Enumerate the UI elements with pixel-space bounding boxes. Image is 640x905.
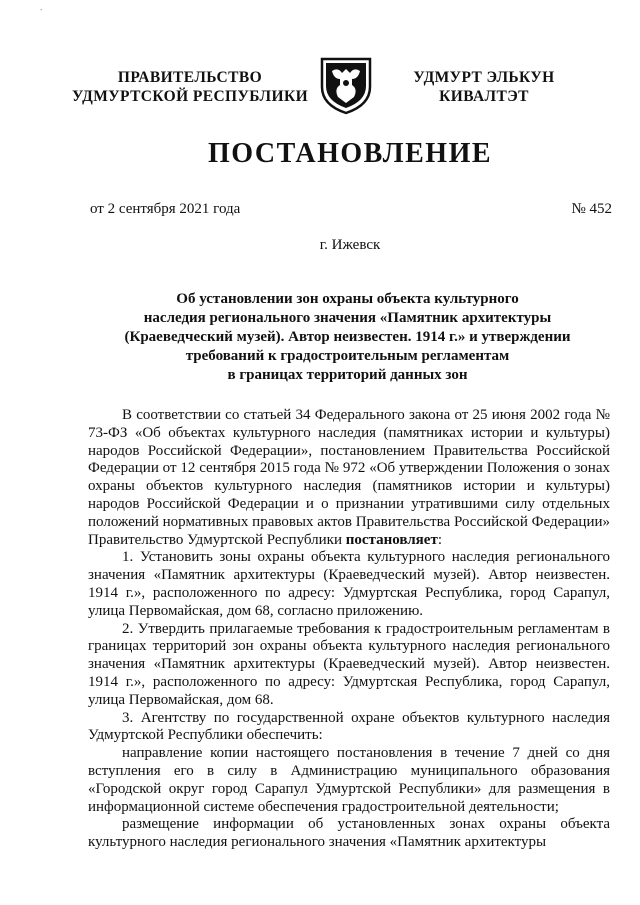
- document-title: ПОСТАНОВЛЕНИЕ: [207, 138, 493, 169]
- body-paragraph-item-1: 1. Установить зоны охраны объекта культурного наследия регионального значения «Памятник архитектуры (Краеведческий музей). Автор неизвестен. 1914 г.», расположенного по адресу: Удмуртская Республика, город Сарапул, улица Первомайская, дом 68, согласно приложению.: [88, 549, 610, 619]
- body-paragraph-subitem: направление копии настоящего постановления в течение 7 дней со дня вступления его в силу в Администрацию муниципального образования «Городской округ город Сарапул Удмуртской Республики» для размещения в информационной системе обеспечения градостроительной деятельности;: [88, 745, 610, 815]
- coat-of-arms-icon: [318, 55, 374, 115]
- subject-line: требований к градостроительным регламентам: [185, 348, 510, 364]
- preamble-end: :: [437, 531, 442, 548]
- subject-line: наследия регионального значения «Памятник архитектуры: [143, 310, 552, 326]
- body-paragraph-subitem: размещение информации об установленных зонах охраны объекта культурного наследия регионального значения «Памятник архитектуры: [88, 816, 610, 851]
- document-body: [88, 407, 610, 852]
- body-paragraph-item-3: 3. Агентству по государственной охране объектов культурного наследия Удмуртской Республики обеспечить:: [88, 709, 610, 744]
- header-right: [384, 68, 584, 106]
- subject-line: Об установлении зон охраны объекта культурного: [176, 291, 519, 307]
- header-left: [62, 68, 318, 106]
- document-number: № 452: [571, 201, 612, 217]
- subject-line: в границах территорий данных зон: [227, 367, 468, 383]
- document-date: от 2 сентября 2021 года: [90, 201, 241, 217]
- body-paragraph-preamble: [88, 407, 610, 549]
- document-city: г. Ижевск: [319, 237, 381, 253]
- preamble-text: В соответствии со статьей 34 Федерального закона от 25 июня 2002 года № 73-ФЗ «Об объектах культурного наследия (памятниках истории и культуры) народов Российской Федерации», постановлением Правительства Российской Федерации от 12 сентября 2015 года № 972 «Об утверждении Положения о зонах охраны объектов культурного наследия (памятников истории и культуры) народов Российской Федерации и о признании утратившими силу отдельных положений нормативных правовых актов Правительства Российской Федерации» Правительство Удмуртской Республики: [88, 407, 610, 548]
- header-left-line2: УДМУРТСКОЙ РЕСПУБЛИКИ: [71, 88, 309, 105]
- header-left-line1: ПРАВИТЕЛЬСТВО: [117, 69, 263, 86]
- preamble-resolves: постановляет: [345, 531, 438, 548]
- document-subject: [105, 290, 590, 385]
- scan-mark: `: [40, 8, 43, 17]
- header-right-line2: КИВАЛТЭТ: [439, 88, 529, 105]
- header-right-line1: УДМУРТ ЭЛЬКУН: [413, 69, 555, 86]
- subject-line: (Краеведческий музей). Автор неизвестен. 1914 г.» и утверждении: [124, 329, 571, 345]
- body-paragraph-item-2: 2. Утвердить прилагаемые требования к градостроительным регламентам в границах территорий зон охраны объекта культурного наследия регионального значения «Памятник архитектуры (Краеведческий музей). Автор неизвестен. 1914 г.», расположенного по адресу: Удмуртская Республика, город Сарапул, улица Первомайская, дом 68.: [88, 620, 610, 708]
